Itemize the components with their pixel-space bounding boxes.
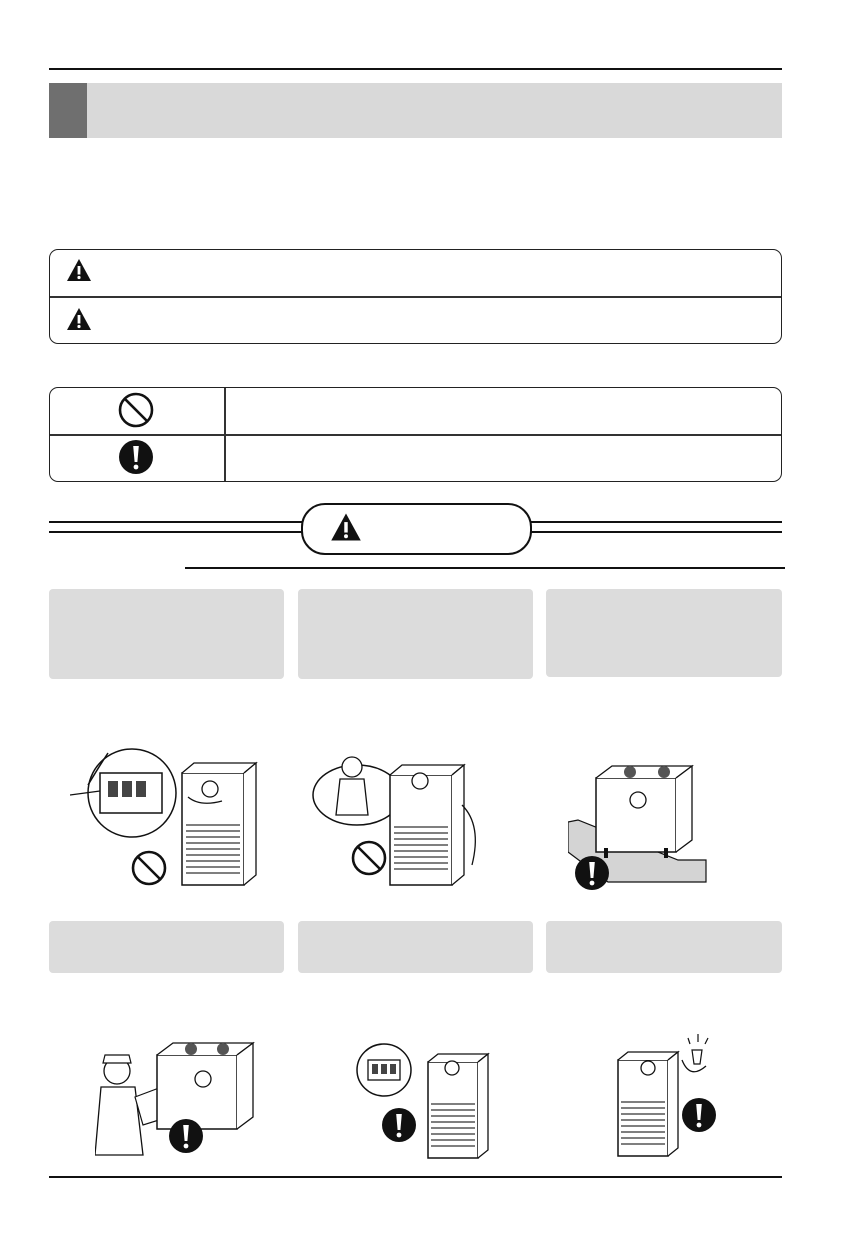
section-heading-rule: [185, 567, 785, 569]
bottom-rule: [49, 1176, 782, 1178]
illustration-outdoor-unit-ground: [568, 760, 708, 890]
warning-triangle-icon: [66, 258, 92, 282]
signal-word-divider: [50, 296, 781, 298]
illustration-installer-manual: [95, 1025, 255, 1160]
prohibition-icon: [117, 391, 155, 429]
banner-line-right-bottom: [527, 531, 782, 533]
illustration-wiring-unit: [70, 745, 270, 890]
section-header-tab: [49, 83, 87, 138]
symbol-col-divider: [224, 388, 226, 481]
instruction-panel-4: [49, 921, 284, 973]
instruction-panel-3: [546, 589, 782, 677]
mandatory-row: [117, 438, 155, 481]
mandatory-exclamation-icon: [117, 438, 155, 476]
top-rule: [49, 68, 782, 70]
illustration-repair-person: [312, 745, 512, 890]
warning-triangle-icon: [66, 307, 92, 331]
banner-line-left-bottom: [49, 531, 303, 533]
instruction-panel-5: [298, 921, 533, 973]
illustration-dedicated-breaker: [356, 1040, 496, 1160]
section-header-bar: [49, 83, 782, 138]
illustration-ground-screw: [610, 1030, 730, 1160]
symbol-row-divider: [50, 434, 781, 436]
banner-line-right-top: [527, 521, 782, 523]
warning-triangle-icon: [330, 512, 362, 542]
mandatory-exclamation-icon: [680, 1096, 718, 1134]
mandatory-exclamation-icon: [573, 854, 611, 892]
banner-line-left-top: [49, 521, 303, 523]
mandatory-exclamation-icon: [380, 1106, 418, 1144]
instruction-panel-2: [298, 589, 533, 679]
instruction-panel-1: [49, 589, 284, 679]
instruction-panel-6: [546, 921, 782, 973]
caution-row: [66, 307, 92, 336]
warning-banner: [301, 503, 532, 555]
prohibition-icon: [130, 849, 168, 887]
warning-row: [66, 258, 92, 287]
prohibition-row: [117, 391, 155, 434]
prohibition-icon: [350, 839, 388, 877]
mandatory-exclamation-icon: [167, 1117, 205, 1155]
